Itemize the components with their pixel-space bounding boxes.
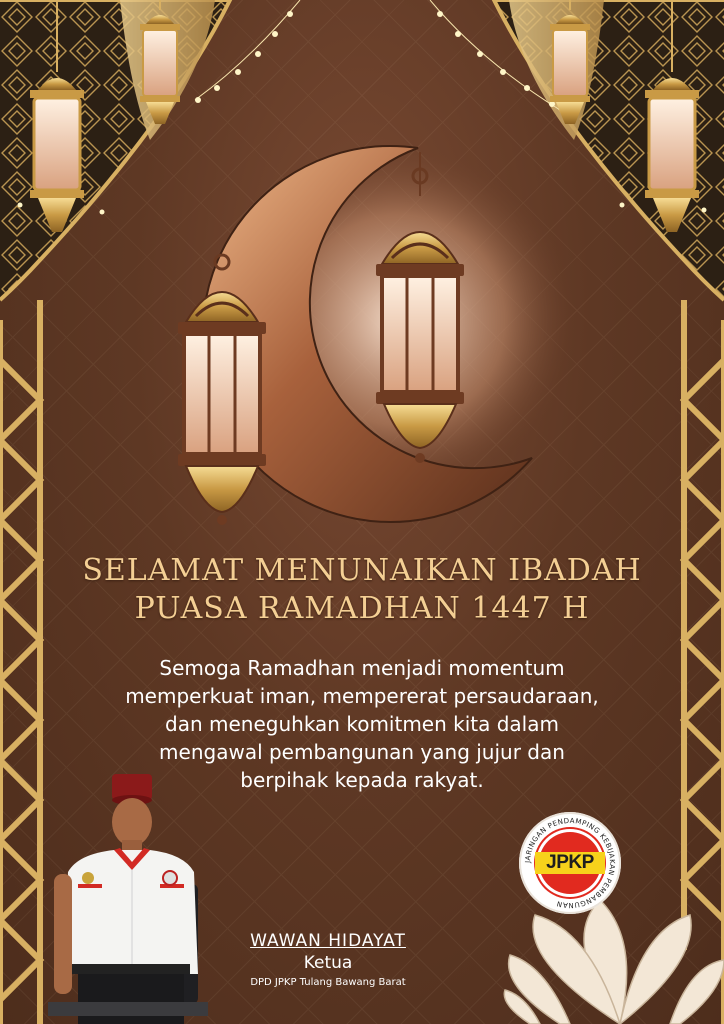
greeting-headline bbox=[0, 552, 724, 628]
signatory-name: WAWAN HIDAYAT bbox=[250, 931, 406, 951]
logo-band bbox=[535, 852, 605, 874]
message-line: memperkuat iman, mempererat persaudaraan, bbox=[125, 684, 599, 708]
svg-text:JARINGAN PENDAMPING KEBIJAKAN: JARINGAN PENDAMPING KEBIJAKAN PEMBANGUNAN bbox=[523, 816, 617, 910]
message-line: dan meneguhkan komitmen kita dalam bbox=[165, 712, 559, 736]
message-line: Semoga Ramadhan menjadi momentum bbox=[159, 656, 565, 680]
left-gold-frame bbox=[0, 300, 40, 1024]
message-line: berpihak kepada rakyat. bbox=[240, 768, 484, 792]
chairman-photo bbox=[48, 774, 208, 1024]
greeting-line-2: PUASA RAMADHAN 1447 H bbox=[134, 591, 590, 626]
logo-abbreviation: JPKP bbox=[546, 852, 594, 873]
jpkp-logo bbox=[519, 812, 621, 914]
signature-block bbox=[212, 930, 444, 990]
lotus-ornament-icon bbox=[504, 900, 724, 1024]
logo-core bbox=[539, 832, 601, 894]
signatory-title: Ketua bbox=[303, 953, 353, 973]
greeting-line-1: SELAMAT MENUNAIKAN IBADAH bbox=[82, 553, 642, 588]
message-line: mengawal pembangunan yang jujur dan bbox=[159, 740, 565, 764]
signatory-organization: DPD JPKP Tulang Bawang Barat bbox=[250, 977, 406, 988]
greeting-message bbox=[62, 654, 662, 794]
